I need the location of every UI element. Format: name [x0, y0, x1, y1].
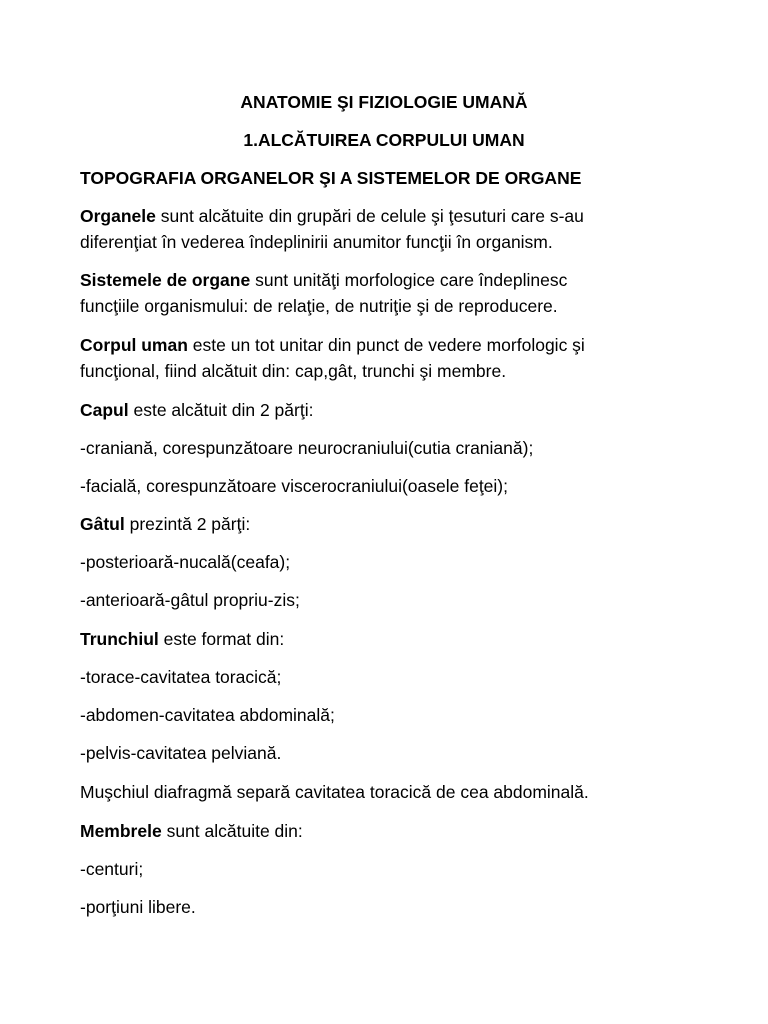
term-trunchiul: Trunchiul — [80, 629, 159, 649]
term-gatul: Gâtul — [80, 514, 125, 534]
text: sunt alcătuite din: — [161, 821, 303, 841]
list-item: -craniană, corespunzătoare neurocraniului(cutia craniană); — [80, 438, 534, 458]
paragraph-diafragma: Muşchiul diafragmă separă cavitatea toracică de cea abdominală. — [80, 782, 589, 802]
term-organele: Organele — [80, 206, 156, 226]
paragraph-sisteme-line2: funcţiile organismului: de relaţie, de nutriţie şi de reproducere. — [80, 296, 558, 316]
list-item: -pelvis-cavitatea pelviană. — [80, 743, 282, 763]
list-item: -posterioară-nucală(ceafa); — [80, 552, 291, 572]
section-heading: TOPOGRAFIA ORGANELOR ŞI A SISTEMELOR DE ORGANE — [80, 168, 582, 188]
paragraph-corpul-line1 — [80, 332, 740, 358]
term-corpul: Corpul uman — [80, 335, 188, 355]
document-title: ANATOMIE ŞI FIZIOLOGIE UMANĂ — [240, 92, 528, 112]
text: sunt unităţi morfologice care îndeplinesc — [250, 270, 568, 290]
paragraph-capul — [80, 397, 740, 423]
paragraph-trunchiul — [80, 626, 740, 652]
paragraph-membrele — [80, 818, 740, 844]
chapter-title: 1.ALCĂTUIREA CORPULUI UMAN — [243, 130, 525, 150]
list-item: -abdomen-cavitatea abdominală; — [80, 705, 335, 725]
text: este un tot unitar din punct de vedere morfologic şi — [187, 335, 585, 355]
paragraph-organele-line1 — [80, 203, 740, 229]
list-item: -torace-cavitatea toracică; — [80, 667, 282, 687]
paragraph-gatul — [80, 511, 740, 537]
term-capul: Capul — [80, 400, 129, 420]
paragraph-sisteme-line1 — [80, 267, 740, 293]
term-sisteme: Sistemele de organe — [80, 270, 251, 290]
paragraph-corpul-line2: funcţional, fiind alcătuit din: cap,gât, trunchi şi membre. — [80, 361, 507, 381]
list-item: -anterioară-gâtul propriu-zis; — [80, 590, 300, 610]
text: este format din: — [158, 629, 285, 649]
list-item: -facială, corespunzătoare viscerocraniului(oasele feţei); — [80, 476, 508, 496]
text: prezintă 2 părţi: — [124, 514, 251, 534]
term-membrele: Membrele — [80, 821, 162, 841]
list-item: -porţiuni libere. — [80, 897, 196, 917]
text: sunt alcătuite din grupări de celule şi ţesuturi care s-au — [155, 206, 584, 226]
paragraph-organele-line2: diferenţiat în vederea îndeplinirii anumitor funcţii în organism. — [80, 232, 553, 252]
text: este alcătuit din 2 părţi: — [128, 400, 314, 420]
list-item: -centuri; — [80, 859, 144, 879]
